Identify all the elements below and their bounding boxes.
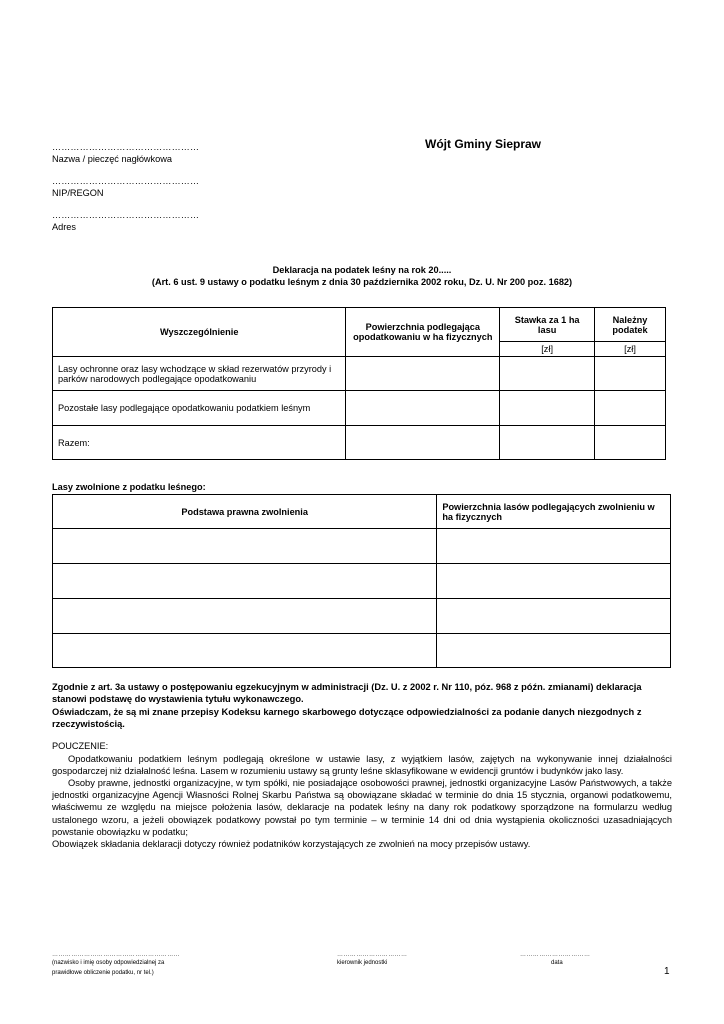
table-row [53,426,666,460]
cell-area[interactable] [346,426,500,460]
signature-caption-manager: kierownik jednostki [337,960,388,966]
tax-unit: [zł] [595,342,666,357]
table-row [53,529,671,564]
declaration-title: Deklaracja na podatek leśny na rok 20..... [272,265,452,275]
cell-legal-basis[interactable] [53,599,437,634]
penal-code-declaration: Oświadczam, że są mi znane przepisy Kodeksu karnego skarbowego dotyczące odpowiedzialności za podanie danych niezgodnych z rzeczywistością. [52,707,642,730]
exempt-section-title: Lasy zwolnione z podatku leśnego: [52,482,206,492]
exempt-table [52,494,671,668]
cell-rate[interactable] [500,357,595,391]
row-label-total: Razem: [53,426,346,460]
cell-tax[interactable] [595,391,666,426]
instructions-paragraph-1: Opodatkowaniu podatkiem leśnym podlegają określone w ustawie lasy, z wyjątkiem lasów, zajętych na wykonywanie innej działalności gospodarczej niż działalność leśna. Lasem w rozumieniu ustawy są grunty leśne sklasyfikowane w ewidencji gruntów i budynków jako lasy. [52,754,672,777]
signature-line-date[interactable]: …………………………… [520,952,591,958]
tax-table [52,307,666,460]
cell-exempt-area[interactable] [437,564,671,599]
header-tax-due: Należny podatek [595,308,666,342]
signature-line-manager[interactable]: …………………………… [337,952,408,958]
table-row [53,634,671,668]
cell-exempt-area[interactable] [437,529,671,564]
cell-tax[interactable] [595,357,666,391]
address-field-label: Adres [52,222,77,232]
header-legal-basis: Podstawa prawna zwolnienia [53,495,437,529]
signature-line-responsible[interactable]: …………………………………………………… [52,952,180,958]
address-field-dots[interactable]: ………………………………………… [52,210,200,220]
signature-caption-responsible-2: prawidłowe obliczenie podatku, nr tel.) [52,970,154,976]
table-row [53,564,671,599]
enforcement-statement: Zgodnie z art. 3a ustawy o postępowaniu egzekucyjnym w administracji (Dz. U. z 2002 r. Nr 110, póz. 968 z późn. zmianami) deklaracja stanowi podstawę do wystawienia tytułu wykonawczego. [52,682,642,705]
recipient-title: Wójt Gminy Siepraw [425,137,542,151]
signature-caption-responsible-1: (nazwisko i imię osoby odpowiedzialnej za [52,960,165,966]
row-label-other-forests: Pozostałe lasy podlegające opodatkowaniu podatkiem leśnym [53,391,346,426]
header-exempt-area: Powierzchnia lasów podlegających zwolnieniu w ha fizycznych [437,495,671,529]
page-number: 1 [664,966,670,977]
cell-legal-basis[interactable] [53,564,437,599]
table-row [53,357,666,391]
header-description: Wyszczególnienie [53,308,346,357]
name-field-label: Nazwa / pieczęć nagłówkowa [52,154,173,164]
header-taxable-area: Powierzchnia podlegająca opodatkowaniu w ha fizycznych [346,308,500,357]
cell-legal-basis[interactable] [53,634,437,668]
instructions-paragraph-3: Obowiązek składania deklaracji dotyczy również podatników korzystających ze zwolnień na mocy przepisów ustawy. [52,839,531,849]
header-rate: Stawka za 1 ha lasu [500,308,595,342]
signature-caption-date: data [551,960,563,966]
cell-rate[interactable] [500,391,595,426]
table-row [53,599,671,634]
row-label-protected-forests: Lasy ochronne oraz lasy wchodzące w skład rezerwatów przyrody i parków narodowych podlegające opodatkowaniu [53,357,346,391]
instructions-paragraph-2: Osoby prawne, jednostki organizacyjne, w tym spółki, nie posiadające osobowości prawnej, jednostki organizacyjne Lasów Państwowych, a także jednostki organizacyjne Agencji Własności Rolnej Skarbu Państwa są obowiązane składać w terminie do dnia 15 stycznia, organowi podatkowemu, właściwemu ze względu na miejsce położenia lasów, deklaracje na podatek leśny na dany rok podatkowy sporządzone na formularzu według ustalonego wzoru, a jeżeli obowiązek podatkowy powstał po tym terminie – w terminie 14 dni od dnia wystąpienia okoliczności uzasadniających powstanie obowiązku w podatku; [52,778,672,837]
rate-unit: [zł] [500,342,595,357]
declaration-legal-basis: (Art. 6 ust. 9 ustawy o podatku leśnym z dnia 30 października 2002 roku, Dz. U. Nr 200 poz. 1682) [151,277,573,287]
cell-legal-basis[interactable] [53,529,437,564]
cell-exempt-area[interactable] [437,634,671,668]
name-field-dots[interactable]: ………………………………………… [52,142,200,152]
table-row [53,391,666,426]
cell-tax[interactable] [595,426,666,460]
cell-area[interactable] [346,357,500,391]
cell-exempt-area[interactable] [437,599,671,634]
nip-field-dots[interactable]: ………………………………………… [52,176,200,186]
nip-field-label: NIP/REGON [52,188,104,198]
cell-rate[interactable] [500,426,595,460]
cell-area[interactable] [346,391,500,426]
instructions-title: POUCZENIE: [52,741,109,751]
